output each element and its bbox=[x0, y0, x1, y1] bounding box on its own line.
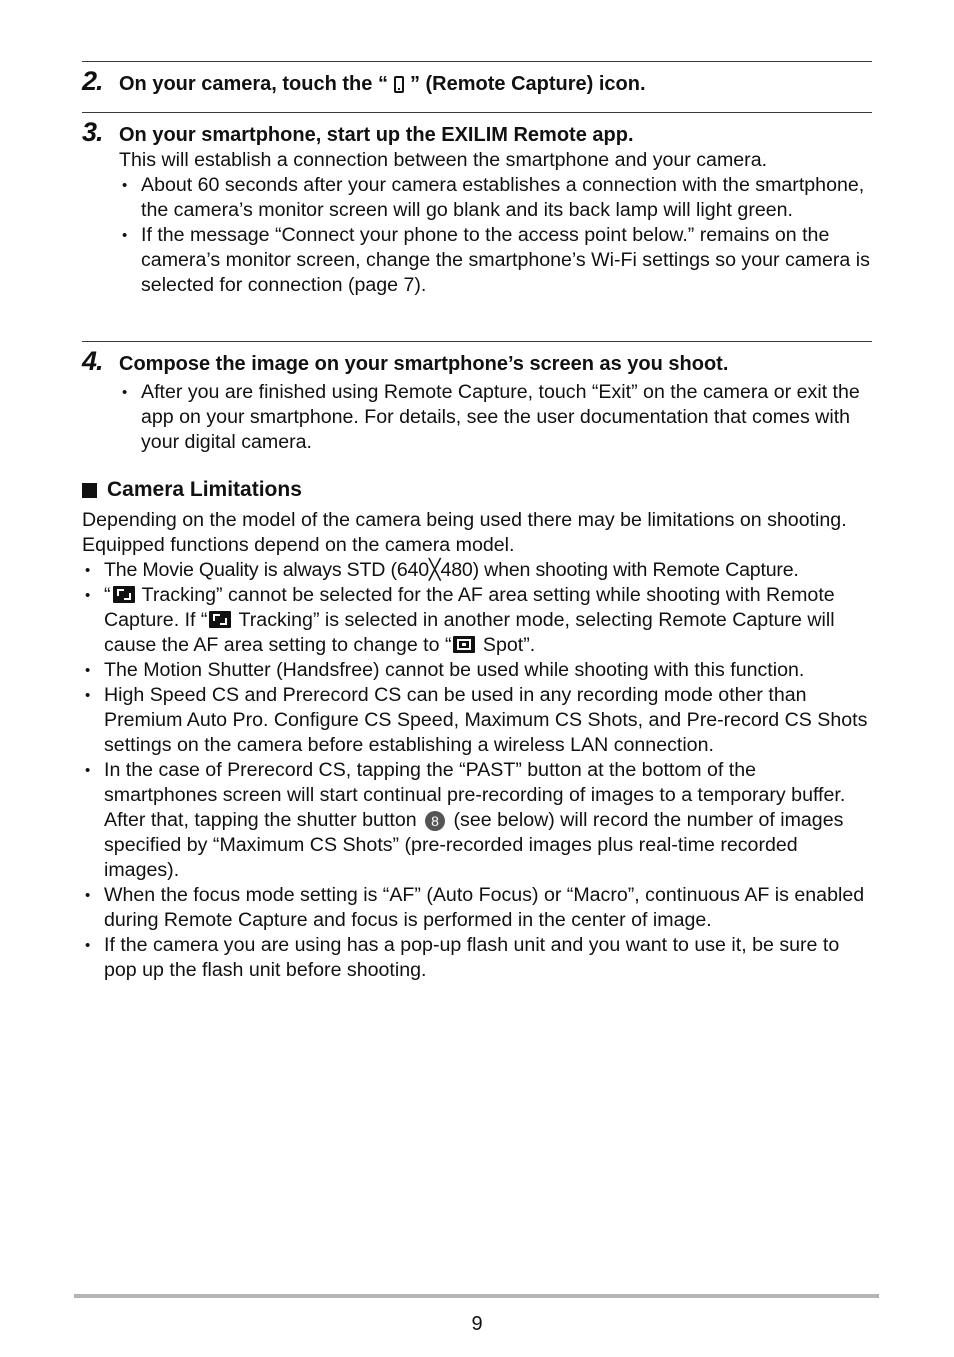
bullet-list bbox=[119, 380, 872, 455]
list-item: • After you are finished using Remote Capture, touch “Exit” on the camera or exit the app on your smartphone. For details, see the user documentation that comes with your digital camera. bbox=[119, 380, 872, 455]
list-item: • The Motion Shutter (Handsfree) cannot be used while shooting with this function. bbox=[82, 658, 872, 683]
step-body bbox=[119, 148, 872, 298]
step-text: This will establish a connection between the smartphone and your camera. bbox=[119, 149, 768, 171]
list-item: • The Movie Quality is always STD (640╳480) when shooting with Remote Capture. bbox=[82, 558, 872, 583]
limitations-intro: Depending on the model of the camera being used there may be limitations on shooting. Equipped functions depend on the camera model. bbox=[82, 509, 847, 556]
bullet-list bbox=[119, 173, 872, 298]
phone-icon bbox=[394, 76, 404, 93]
camera-limitations-section bbox=[82, 478, 872, 983]
list-item: • If the camera you are using has a pop-up flash unit and you want to use it, be sure to pop up the flash unit before shooting. bbox=[82, 933, 872, 983]
step-2 bbox=[82, 61, 872, 112]
step-2-head bbox=[82, 66, 872, 97]
list-item: • About 60 seconds after your camera establishes a connection with the smartphone, the camera’s monitor screen will go blank and its back lamp will light green. bbox=[119, 173, 872, 223]
list-item: • When the focus mode setting is “AF” (Auto Focus) or “Macro”, continuous AF is enabled during Remote Capture and focus is performed in the center of image. bbox=[82, 883, 872, 933]
document-page bbox=[82, 0, 872, 983]
af-tracking-icon bbox=[113, 586, 135, 603]
step-title: On your camera, touch the “ ” (Remote Capture) icon. bbox=[119, 73, 646, 95]
list-item: • If the message “Connect your phone to the access point below.” remains on the camera’s monitor screen, change the smartphone’s Wi-Fi settings so your camera is selected for connection (page 7). bbox=[119, 223, 872, 298]
limitations-list bbox=[82, 558, 872, 983]
list-item: • In the case of Prerecord CS, tapping the “PAST” button at the bottom of the smartphones screen will start continual pre-recording of images to a temporary buffer. After that, tapping the shutter button 8 (see below) will record the number of images specified by “Maximum CS Shots” (pre-recorded images plus real-time recorded images). bbox=[82, 758, 872, 883]
step-number: 4. bbox=[82, 346, 103, 376]
page-number: 9 bbox=[471, 1313, 483, 1335]
step-3-head bbox=[82, 117, 872, 148]
af-spot-icon bbox=[453, 636, 475, 653]
step-3 bbox=[82, 112, 872, 341]
step-4 bbox=[82, 341, 872, 455]
step-body bbox=[119, 380, 872, 455]
step-title: On your smartphone, start up the EXILIM Remote app. bbox=[119, 124, 634, 146]
step-number: 2. bbox=[82, 66, 103, 96]
shutter-button-number-icon: 8 bbox=[425, 811, 445, 831]
list-item: • High Speed CS and Prerecord CS can be used in any recording mode other than Premium Auto Pro. Configure CS Speed, Maximum CS Shots, and Pre-record CS Shots settings on the camera before establishing a wireless LAN connection. bbox=[82, 683, 872, 758]
list-item: • “ Tracking” cannot be selected for the AF area setting while shooting with Remote Capture. If “ Tracking” is selected in another mode, selecting Remote Capture will cause the AF area setting to change to “ Spot”. bbox=[82, 583, 872, 658]
section-title: Camera Limitations bbox=[82, 478, 872, 502]
af-tracking-icon bbox=[209, 611, 231, 628]
footer-rule bbox=[74, 1294, 879, 1298]
step-number: 3. bbox=[82, 117, 103, 147]
square-bullet-icon bbox=[82, 483, 97, 498]
step-title: Compose the image on your smartphone’s screen as you shoot. bbox=[119, 353, 729, 375]
step-4-head bbox=[82, 346, 872, 377]
